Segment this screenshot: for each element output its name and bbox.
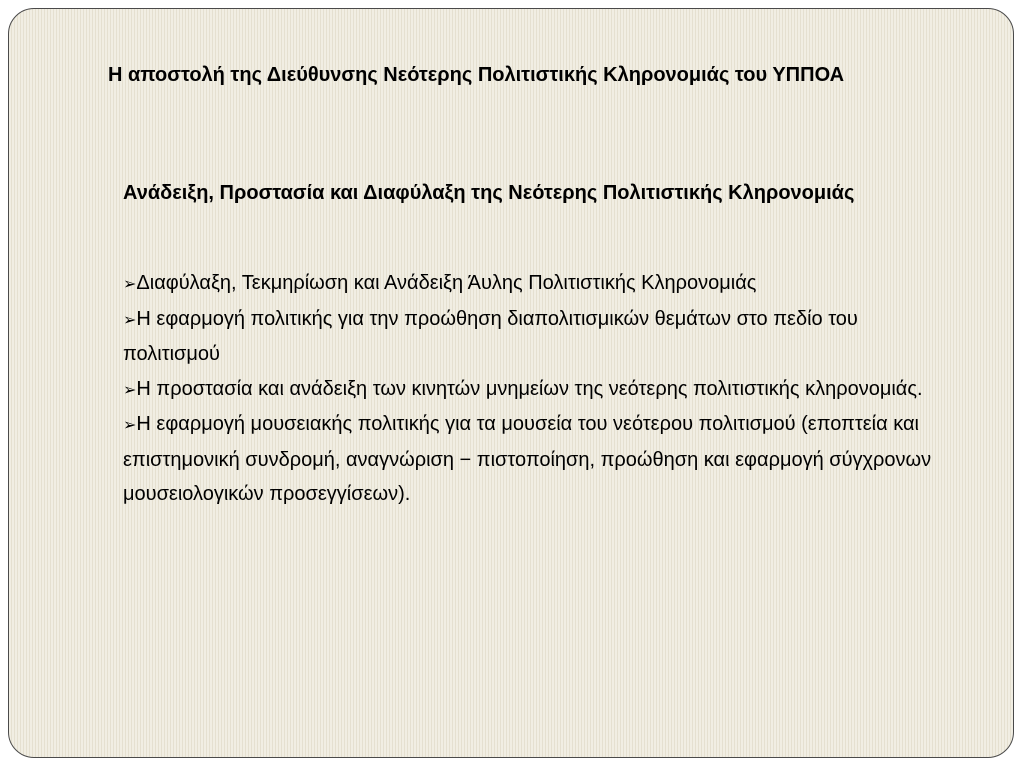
bullet-item [123, 302, 953, 372]
bullet-text: Η προστασία και ανάδειξη των κινητών μνημείων της νεότερης πολιτιστικής κληρονομιάς. [136, 377, 923, 400]
arrow-bullet-icon: ➢ [123, 274, 137, 293]
bullet-text: Η εφαρμογή μουσειακής πολιτικής για τα μουσεία του νεότερου πολιτισμού (εποπτεία και επιστημονική συνδρομή, αναγνώριση − πιστοποίηση, προώθηση και εφαρμογή σύγχρονων μουσειολογικών προσεγγίσεων). [123, 413, 932, 505]
arrow-bullet-icon: ➢ [123, 379, 137, 399]
section-subheading: Ανάδειξη, Προστασία και Διαφύλαξη της Νεότερης Πολιτιστικής Κληρονομιάς [123, 182, 855, 204]
slide-title: Η αποστολή της Διεύθυνσης Νεότερης Πολιτιστικής Κληρονομιάς του ΥΠΠΟΑ [108, 64, 845, 86]
bullet-item [123, 407, 953, 512]
bullet-text: Η εφαρμογή πολιτικής για την προώθηση διαπολιτισμικών θεμάτων στο πεδίο του πολιτισμού [123, 307, 858, 365]
bullet-list [123, 266, 953, 512]
slide [8, 8, 1014, 758]
arrow-bullet-icon: ➢ [123, 415, 137, 434]
bullet-item [123, 372, 953, 408]
bullet-text: Διαφύλαξη, Τεκμηρίωση και Ανάδειξη Άυλης Πολιτιστικής Κληρονομιάς [136, 272, 757, 294]
bullet-item [123, 266, 953, 302]
arrow-bullet-icon: ➢ [123, 309, 137, 329]
